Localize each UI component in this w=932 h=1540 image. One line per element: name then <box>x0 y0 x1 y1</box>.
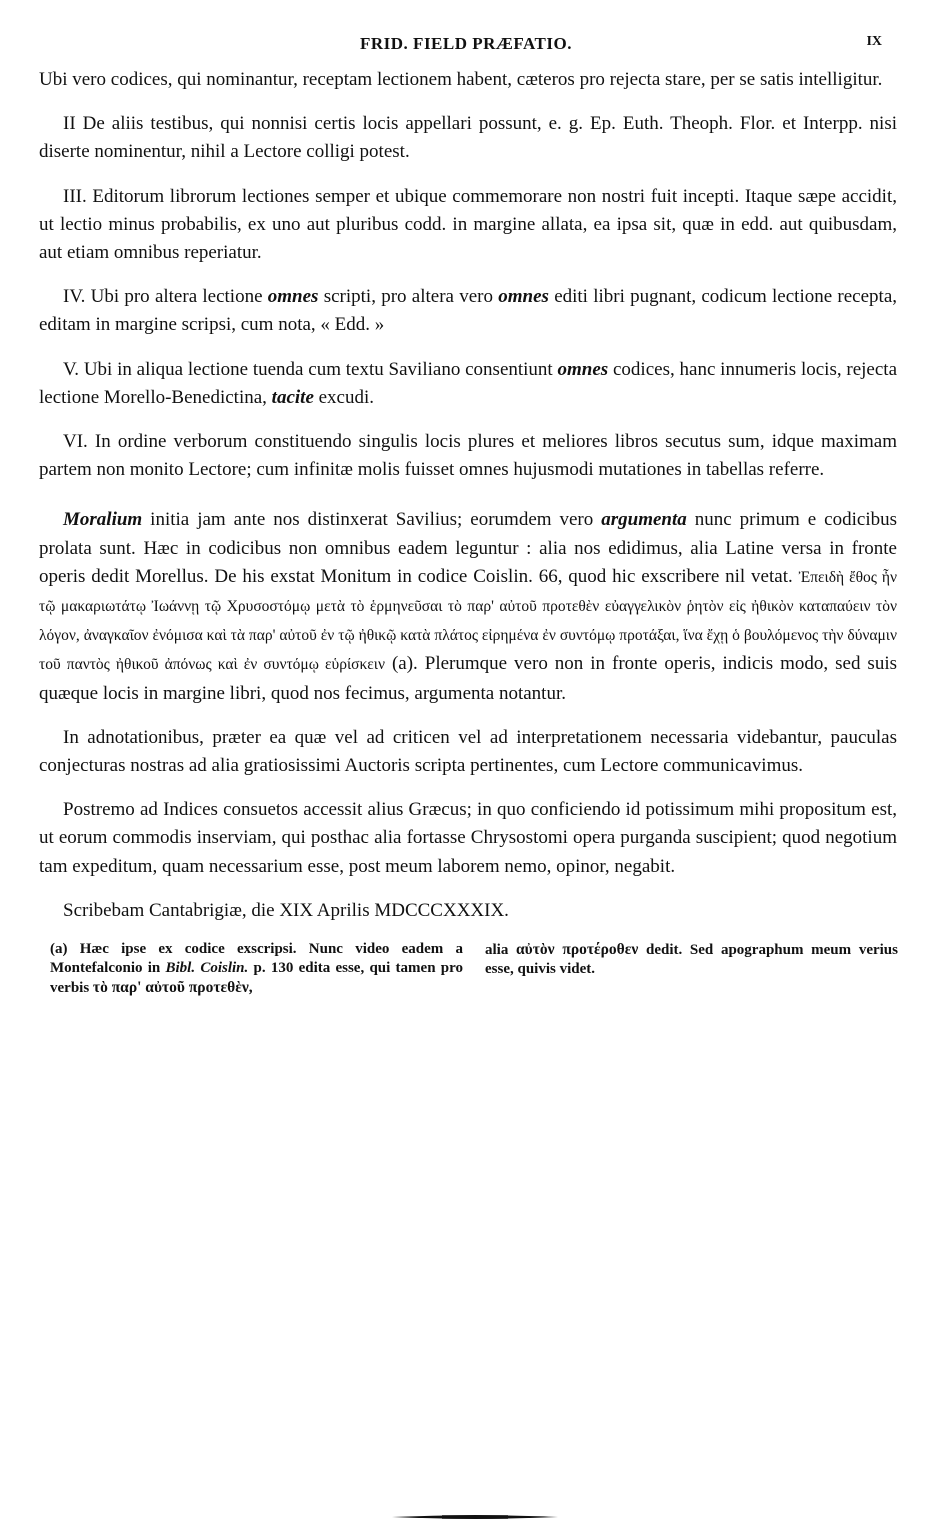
footnote-text: dedit. Sed apographum meum verius esse, quivis videt. <box>485 942 898 977</box>
footnote-text: alia <box>485 942 517 958</box>
page-number: IX <box>866 34 882 49</box>
signature-line: Scribebam Cantabrigiæ, die XIX Aprilis MDCCCXXXIX. <box>63 899 509 921</box>
body-text <box>39 66 897 925</box>
running-title: FRID. FIELD PRÆFATIO. <box>360 34 572 53</box>
paragraph-moralium <box>39 506 897 707</box>
italic-omnes: omnes <box>267 286 319 308</box>
page-header <box>0 34 932 58</box>
ornament-rule-icon <box>392 1514 558 1520</box>
footnote-column-left <box>50 940 463 998</box>
paragraph-adnotationibus: In adnotationibus, præter ea quæ vel ad criticen vel ad interpretationem necessaria videbantur, pauculas conjecturas nostras ad alia gratiosissimi Auctoris scripta pertinentes, cum Lectore communicavimus. <box>39 726 897 777</box>
footnote-text: Hæc ipse ex codice exscripsi. Nunc video eadem a Montefalconio in <box>50 941 463 976</box>
greek-quotation: Ἐπειδὴ ἔθος ἦν τῷ μακαριωτάτῳ Ἰωάννῃ τῷ Χρυσοστόμῳ μετὰ τὸ ἑρμηνεῦσαι τὸ παρ' αὐτοῦ προτεθὲν εὐαγγελικὸν ῥητὸν εἰς ἠθικὸν καταπαύειν τὸν λόγον, ἀναγκαῖον ἐνόμισα καὶ τὰ παρ' αὐτοῦ ἐν τῷ ἠθικῷ κατὰ πλάτος εἰρημένα ἐν συντόμῳ προτάξαι, ἵνα ἔχῃ ὁ βουλόμενος τὴν δύναμιν τοῦ παντὸς ἠθικοῦ ἀπόνως καὶ ἐν συντόμῳ εὑρίσκειν <box>39 568 897 674</box>
footnote-column-right <box>485 940 898 998</box>
paragraph-moralium-text: initia jam ante nos distinxerat Savilius; eorumdem vero <box>142 509 602 531</box>
footnote-greek: τὸ παρ' αὐτοῦ προτεθὲν, <box>92 979 253 996</box>
paragraph-codices: Ubi vero codices, qui nominantur, receptam lectionem habent, cæteros pro rejecta stare, per se satis intelligitur. <box>39 69 883 90</box>
footnote-text: p. 130 edita esse, qui tamen pro verbis <box>50 960 464 996</box>
italic-moralium: Moralium <box>63 509 143 531</box>
paragraph-v-text: codices, hanc innumeris locis, rejecta lectione Morello-Benedictina, <box>39 358 897 408</box>
italic-omnes: omnes <box>557 358 609 380</box>
paragraph-postremo: Postremo ad Indices consuetos accessit alius Græcus; in quo conficiendo id potissimum mihi propositum est, ut eorum commodis inserviam, qui posthac alia fortasse Chrysostomi opera purganda suscipient; quod negotium tam expeditum, quam necessarium esse, post meum laborem nemo, opinor, negabit. <box>39 799 897 877</box>
footnotes <box>50 940 898 998</box>
italic-omnes: omnes <box>498 286 549 308</box>
footnote-label: (a) <box>50 941 68 957</box>
italic-argumenta: argumenta <box>601 509 687 531</box>
paragraph-iv <box>39 283 897 339</box>
italic-bibl-coislin: Bibl. Coislin. <box>165 960 249 976</box>
paragraph-v-text: excudi. <box>313 386 375 408</box>
paragraph-moralium-text: nunc primum e codicibus prolata sunt. Hæc in codicibus non omnibus eadem leguntur : alia nos edidimus, alia Latine versa in fronte operis dedit Morellus. De his exstat Monitum in codice Coislin. 66, quod hic exscribere nil vetat. <box>39 509 897 587</box>
italic-tacite: tacite <box>271 386 314 408</box>
footnote-reference: (a) <box>384 653 414 675</box>
paragraph-v-text: V. Ubi in aliqua lectione tuenda cum textu Saviliano consentiunt <box>63 358 558 380</box>
footnote-greek: αὐτὸν προτέροθεν <box>516 941 639 958</box>
paragraph-v <box>39 356 897 412</box>
paragraph-iv-text: scripti, pro altera vero <box>318 286 499 308</box>
paragraph-iii: III. Editorum librorum lectiones semper et ubique commemorare non nostri fuit incepti. Itaque sæpe accidit, ut lectio minus probabilis, ex uno aut pluribus codd. in margine allata, ea ipsa sit, quæ in edd. aut quibusdam, aut etiam omnibus reperiatur. <box>39 185 897 264</box>
paragraph-iv-text: IV. Ubi pro altera lectione <box>63 286 268 308</box>
paragraph-ii: II De aliis testibus, qui nonnisi certis locis appellari possunt, e. g. Ep. Euth. Theoph. Flor. et Interpp. nisi diserte nominentur, nihil a Lectore colligi potest. <box>39 113 897 163</box>
paragraph-vi: VI. In ordine verborum constituendo singulis locis plures et meliores libros secutus sum, idque maximam partem non monito Lectore; cum infinitæ molis fuisset omnes hujusmodi mutationes in tabellas referre. <box>39 431 897 481</box>
paragraph-moralium-text: . Plerumque vero non in fronte operis, indicis modo, sed suis quæque locis in margine libri, quod nos fecimus, argumenta notantur. <box>39 653 897 704</box>
paragraph-iv-text: editi libri pugnant, codicum lectione recepta, editam in margine scripsi, cum nota, « Edd. » <box>39 286 898 336</box>
